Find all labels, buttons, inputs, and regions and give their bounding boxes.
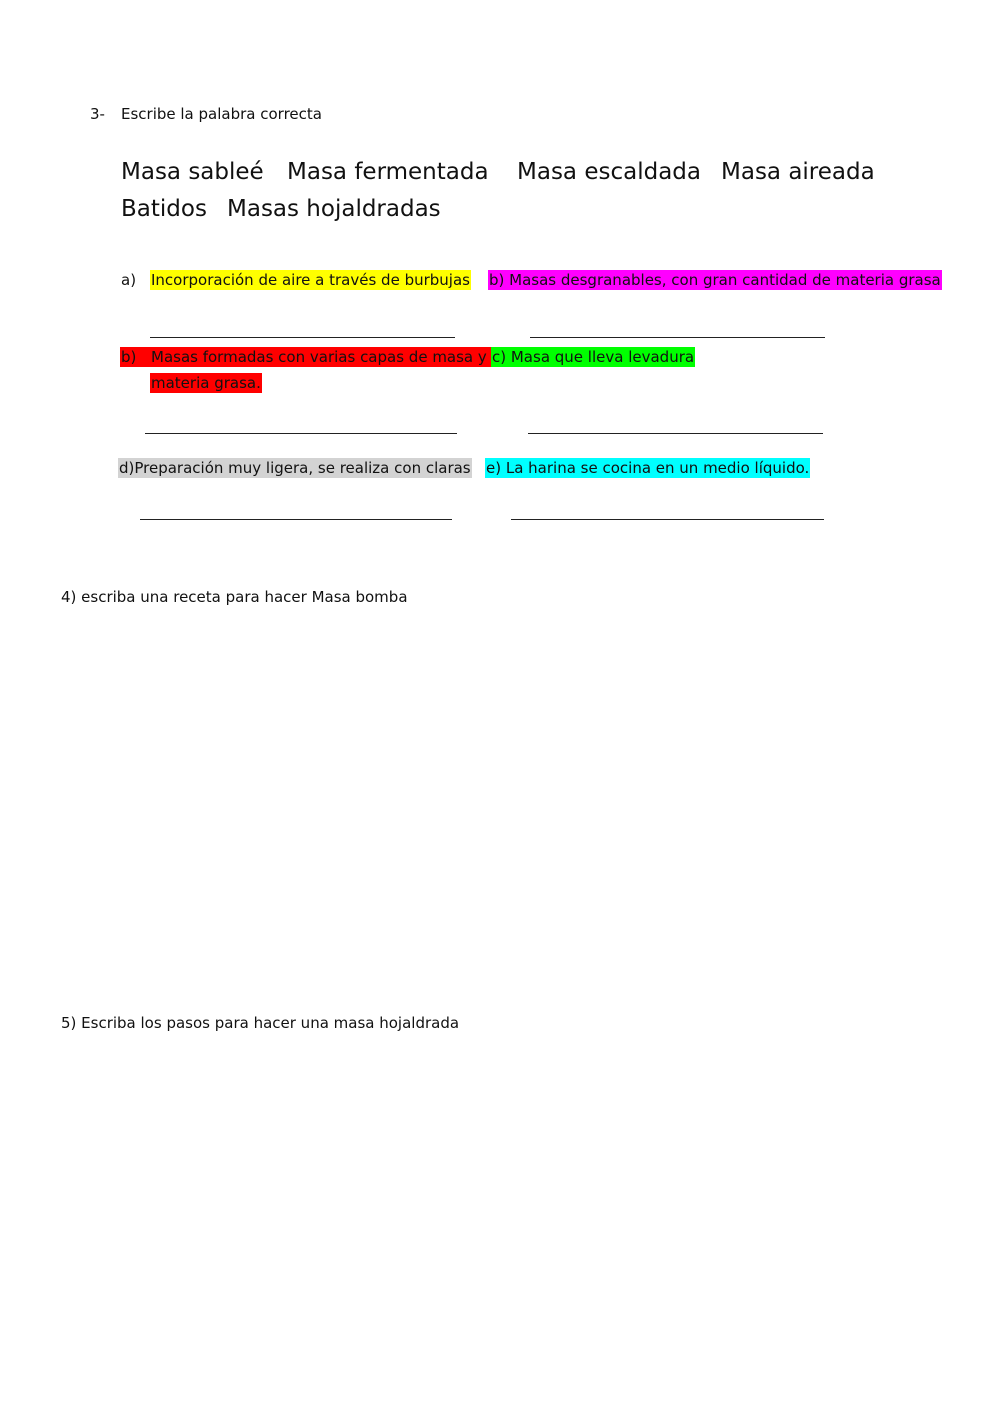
word-bank-item: Masas hojaldradas — [227, 196, 441, 222]
answer-line[interactable] — [530, 337, 825, 338]
answer-line[interactable] — [140, 519, 452, 520]
section-5-title: 5) Escriba los pasos para hacer una masa hojaldrada — [61, 1014, 460, 1032]
answer-line[interactable] — [150, 337, 455, 338]
item-d-text: d)Preparación muy ligera, se realiza con claras — [119, 459, 471, 477]
item-b2-label: b) — [121, 348, 137, 366]
item-b-text: b) Masas desgranables, con gran cantidad de materia grasa — [489, 271, 941, 289]
item-b2-text-line2: materia grasa. — [151, 374, 261, 392]
word-bank-item: Batidos — [121, 196, 207, 222]
item-c-text: c) Masa que lleva levadura — [492, 348, 695, 366]
answer-line[interactable] — [145, 433, 457, 434]
item-b2-text-line1: Masas formadas con varias capas de masa y — [151, 348, 487, 366]
answer-line[interactable] — [528, 433, 823, 434]
word-bank-item: Masa escaldada — [517, 159, 701, 185]
item-e-text: e) La harina se cocina en un medio líquido. — [486, 459, 810, 477]
section-4-title: 4) escriba una receta para hacer Masa bomba — [61, 588, 408, 606]
item-a-label: a) — [121, 271, 137, 289]
word-bank-item: Masa aireada — [721, 159, 875, 185]
word-bank-item: Masa sableé — [121, 159, 264, 185]
word-bank-item: Masa fermentada — [287, 159, 489, 185]
section-3-instruction: Escribe la palabra correcta — [121, 105, 322, 123]
item-a-text: Incorporación de aire a través de burbujas — [151, 271, 470, 289]
answer-line[interactable] — [511, 519, 824, 520]
section-3-number: 3- — [90, 105, 105, 123]
